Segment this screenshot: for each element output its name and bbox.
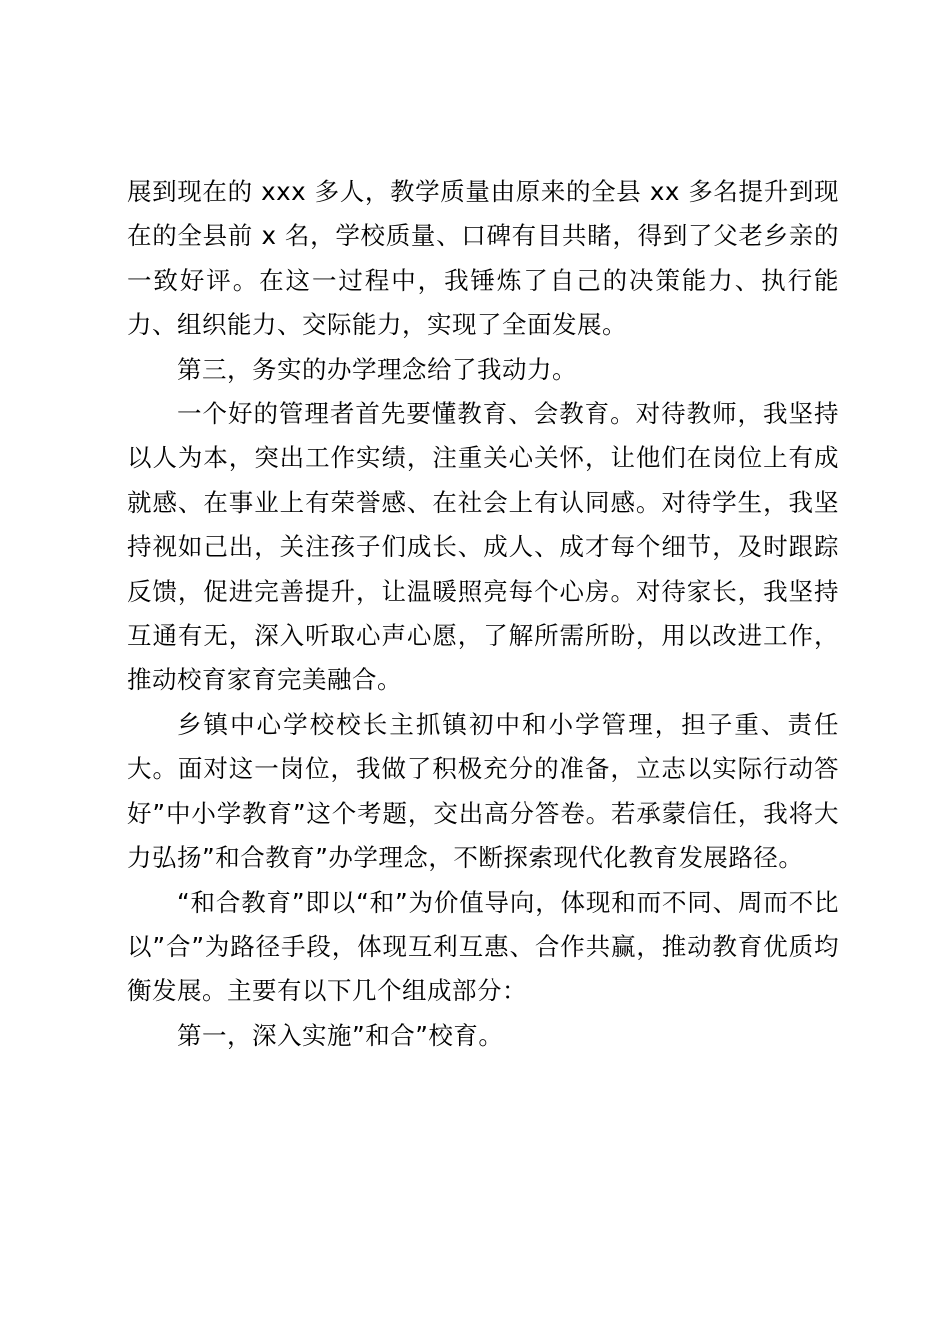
paragraph-manager-philosophy: 一个好的管理者首先要懂教育、会教育。对待教师，我坚持以人为本，突出工作实绩，注重关心关怀，让他们在岗位上有成就感、在事业上有荣誉感、在社会上有认同感。对待学生，我坚持视如己出，关注孩子们成长、成人、成才每个细节，及时跟踪反馈，促进完善提升，让温暖照亮每个心房。对待家长，我坚持互通有无，深入听取心声心愿，了解所需所盼，用以改进工作，推动校育家育完美融合。 xyxy=(127,399,839,695)
paragraph-principal-role: 乡镇中心学校校长主抓镇初中和小学管理，担子重、责任大。面对这一岗位，我做了积极充分的准备，立志以实际行动答好”中小学教育”这个考题，交出高分答卷。若承蒙信任，我将大力弘扬”和合教育”办学理念，不断探索现代化教育发展路径。 xyxy=(127,709,839,873)
document-body xyxy=(127,170,839,1058)
paragraph-heading-first: 第一，深入实施”和合”校育。 xyxy=(177,1020,504,1050)
paragraph-continuation: 展到现在的 xxx 多人，教学质量由原来的全县 xx 多名提升到现在的全县前 x 名，学校质量、口碑有目共睹，得到了父老乡亲的一致好评。在这一过程中，我锤炼了自己的决策能力、执行能力、组织能力、交际能力，实现了全面发展。 xyxy=(127,177,839,340)
paragraph-heading-third: 第三，务实的办学理念给了我动力。 xyxy=(177,354,577,384)
paragraph-hehe-education: “和合教育”即以“和”为价值导向，体现和而不同、周而不比以”合”为路径手段，体现互利互惠、合作共赢，推动教育优质均衡发展。主要有以下几个组成部分： xyxy=(127,887,839,1006)
